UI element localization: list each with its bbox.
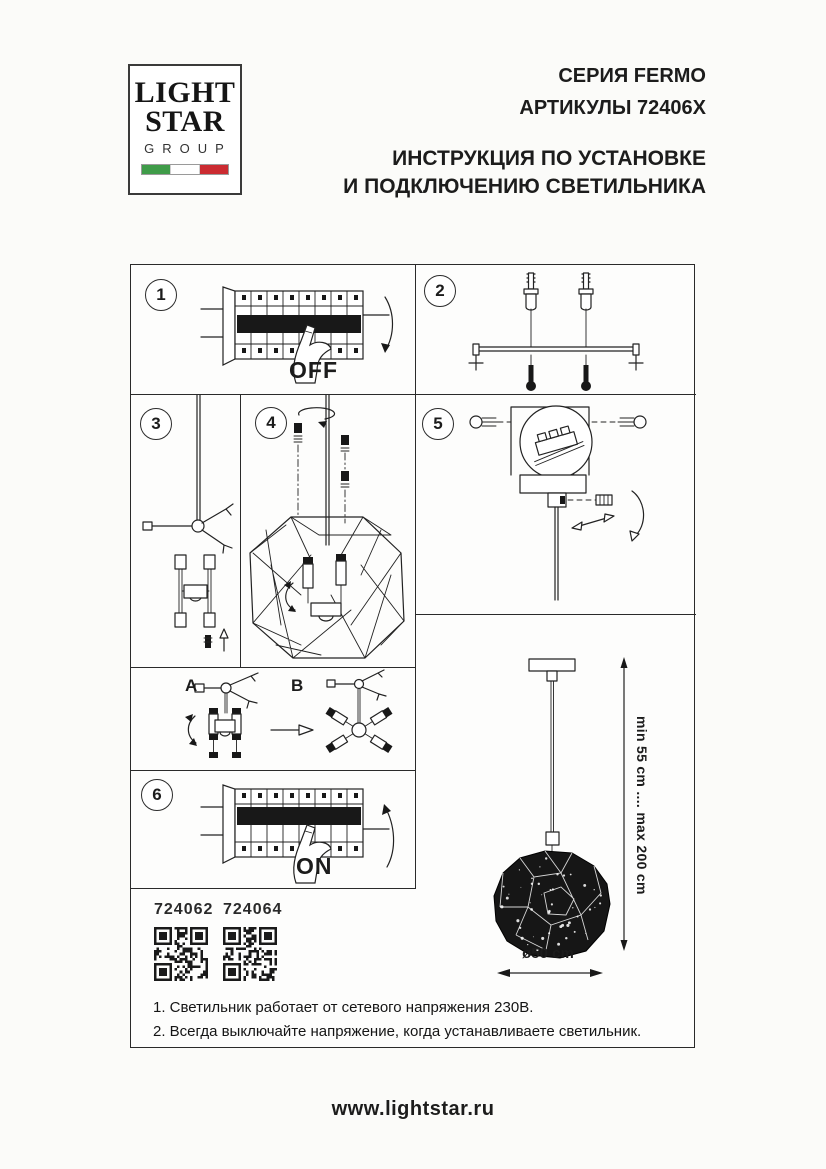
logo-group: GROUP [144,141,232,156]
on-label: ON [296,853,333,879]
socket-orientation-diagram [131,668,414,771]
instruction-title-line2: И ПОДКЛЮЧЕНИЮ СВЕТИЛЬНИКА [343,175,706,198]
lightstar-logo [128,64,242,195]
qr-code-724062 [154,927,208,981]
step4-panel [241,395,416,668]
product-article-1: 724062 [154,901,214,918]
step2-number: 2 [424,275,456,307]
variant-ab-panel [131,668,416,771]
website-url: www.lightstar.ru [331,1098,495,1120]
off-label: OFF [289,357,338,383]
step5-panel [416,395,696,615]
step1-number: 1 [145,279,177,311]
note-2: 2. Всегда выключайте напряжение, когда устанавливаете светильник. [153,1022,642,1040]
diameter-label: ø50 cm [522,945,574,962]
canopy-mounting-diagram [416,395,696,615]
step6-panel [131,771,416,889]
logo-star: STAR [145,105,225,138]
articles-title: АРТИКУЛЫ 72406X [519,97,706,119]
step1-panel [131,265,416,395]
diagram-grid [130,264,695,1048]
pendant-lamp-diagram [416,615,696,1049]
product-article-2: 724064 [223,901,283,918]
italian-flag-icon [141,164,229,175]
qr-code-724064 [223,927,277,981]
step4-number: 4 [255,407,287,439]
height-range-label: min 55 cm .... max 200 cm [634,716,650,895]
step3-panel [131,395,241,668]
document-header [343,60,706,201]
breaker-on-diagram [131,771,416,889]
step2-panel [416,265,696,395]
note-1: 1. Светильник работает от сетевого напряжения 230В. [153,999,534,1016]
notes [153,996,698,1043]
step3-number: 3 [140,408,172,440]
lamp-dimensions-zone [416,615,696,1049]
logo-light: LIGHT [134,76,236,109]
variant-a-label: A [185,676,198,695]
variant-b-label: B [291,676,304,695]
step6-number: 6 [141,779,173,811]
instruction-title-line1: ИНСТРУКЦИЯ ПО УСТАНОВКЕ [392,147,706,170]
step5-number: 5 [422,408,454,440]
series-title: СЕРИЯ FERMO [558,65,706,87]
mounting-hardware-diagram [416,265,696,395]
